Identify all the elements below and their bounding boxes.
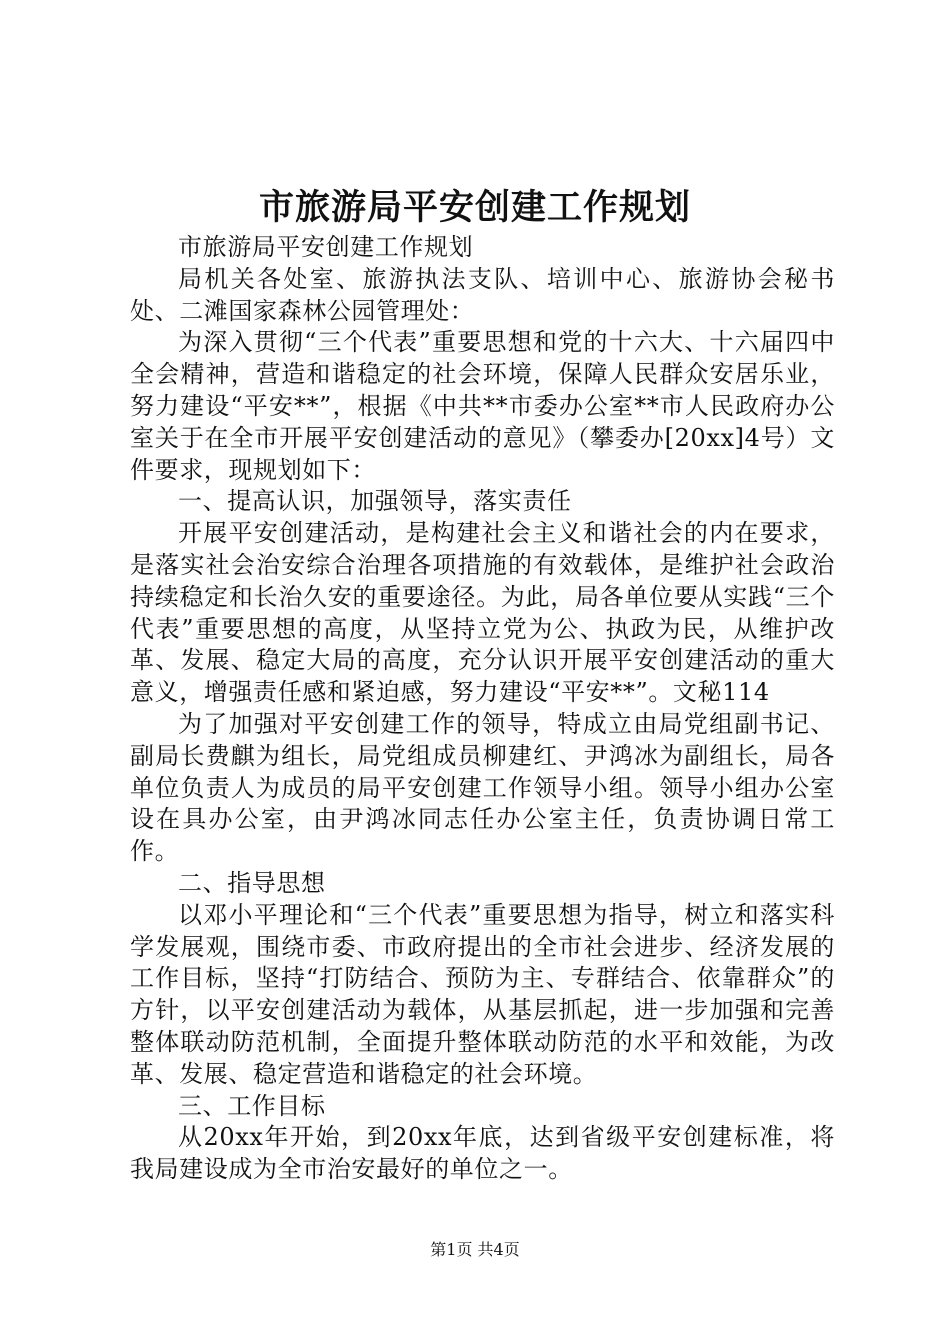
body-paragraph-intro: 为深入贯彻“三个代表”重要思想和党的十六大、十六届四中全会精神，营造和谐稳定的社会环境，保障人民群众安居乐业，努力建设“平安**”，根据《中共**市委办公室**市人民政府办公室关于在全市开展平安创建活动的意见》（攀委办[20xx]4号）文件要求，现规划如下： (130, 328, 835, 484)
section-heading-2: 二、指导思想 (178, 868, 326, 897)
body-paragraph: 以邓小平理论和“三个代表”重要思想为指导，树立和落实科学发展观，围绕市委、市政府提出的全市社会进步、经济发展的工作目标，坚持“打防结合、预防为主、专群结合、依靠群众”的方针，以平安创建活动为载体，从基层抓起，进一步加强和完善整体联动防范机制，全面提升整体联动防范的水平和效能，为改革、发展、稳定营造和谐稳定的社会环境。 (130, 900, 835, 1088)
body-paragraph: 从20xx年开始，到20xx年底，达到省级平安创建标准，将我局建设成为全市治安最好的单位之一。 (130, 1123, 835, 1184)
body-paragraph-recipients: 局机关各处室、旅游执法支队、培训中心、旅游协会秘书处、二滩国家森林公园管理处： (130, 264, 835, 325)
document-title: 市旅游局平安创建工作规划 (258, 187, 691, 228)
body-paragraph-heading: 市旅游局平安创建工作规划 (178, 233, 474, 261)
body-paragraph: 开展平安创建活动，是构建社会主义和谐社会的内在要求，是落实社会治安综合治理各项措施的有效载体，是维护社会政治持续稳定和长治久安的重要途径。为此，局各单位要从实践“三个代表”重要思想的高度，从坚持立党为公、执政为民，从维护改革、发展、稳定大局的高度，充分认识开展平安创建活动的重大意义，增强责任感和紧迫感，努力建设“平安**”。文秘114 (130, 519, 835, 707)
body-paragraph: 为了加强对平安创建工作的领导，特成立由局党组副书记、副局长费麒为组长，局党组成员柳建红、尹鸿冰为副组长，局各单位负责人为成员的局平安创建工作领导小组。领导小组办公室设在具办公室，由尹鸿冰同志任办公室主任，负责协调日常工作。 (130, 709, 835, 866)
section-heading-3: 三、工作目标 (178, 1091, 326, 1120)
page-number-footer: 第1页 共4页 (430, 1240, 520, 1259)
section-heading-1: 一、提高认识，加强领导，落实责任 (178, 487, 572, 516)
document-body (130, 232, 835, 1186)
